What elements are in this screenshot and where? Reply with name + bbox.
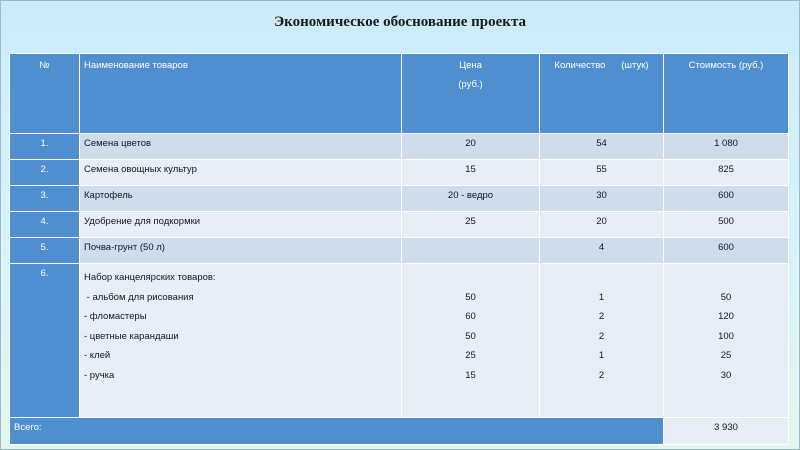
table-row [10, 212, 789, 238]
table-row [10, 134, 789, 160]
sub-item-price: 25 [465, 350, 476, 361]
row-cost: 600 [664, 238, 789, 264]
total-value: 3 930 [714, 422, 738, 433]
header-name: Наименование товаров [80, 54, 402, 134]
table-row [10, 238, 789, 264]
row-qty: 55 [540, 160, 664, 186]
row-qty: 54 [540, 134, 664, 160]
goods-table [9, 53, 789, 445]
row-price [402, 238, 540, 264]
table-row [10, 186, 789, 212]
sub-item-qty: 1 [598, 291, 605, 303]
header-qty: Количество (штук) [540, 54, 664, 134]
table-header-row [10, 54, 789, 134]
sub-item-name: - ручка [84, 369, 115, 381]
row-num: 4. [10, 212, 80, 238]
header-price: Цена (руб.) [402, 54, 540, 134]
row-num: 6. [10, 264, 80, 418]
row-cost: 825 [664, 160, 789, 186]
sub-item-cost: 30 [720, 369, 732, 381]
row-name [80, 264, 402, 418]
row-price: 15 [402, 160, 540, 186]
sub-item-cost: 50 [720, 291, 732, 303]
row-price: 20 - ведро [402, 186, 540, 212]
total-value-cell [664, 418, 789, 445]
row-name: Семена овощных культур [80, 160, 402, 186]
sub-item-qty: 2 [598, 311, 605, 322]
row-qty: 20 [540, 212, 664, 238]
row-name: Картофель [80, 186, 402, 212]
row-num: 2. [10, 160, 80, 186]
sub-item-price: 50 [465, 291, 476, 303]
total-label-cell [10, 418, 664, 445]
sub-item-cost: 25 [720, 350, 732, 361]
row-num: 1. [10, 134, 80, 160]
sub-item-qty: 1 [598, 350, 605, 361]
header-cost: Стоимость (руб.) [664, 54, 789, 134]
total-row [10, 418, 789, 445]
sub-item-name: - цветные карандаши [84, 330, 179, 342]
sub-item-price: 15 [465, 369, 476, 381]
row-num: 3. [10, 186, 80, 212]
row-price: 20 [402, 134, 540, 160]
sub-item-name: - клей [84, 350, 111, 361]
row-qty [540, 264, 664, 418]
row-price [402, 264, 540, 418]
table-row [10, 160, 789, 186]
sub-item-name: - фломастеры [84, 311, 147, 322]
row-name: Семена цветов [80, 134, 402, 160]
set-title: Набор канцелярских товаров: [84, 272, 216, 283]
total-label: Всего: [14, 422, 42, 433]
sub-item-qty: 2 [598, 369, 605, 381]
row-cost: 600 [664, 186, 789, 212]
header-num: № [10, 54, 80, 134]
sub-item-cost: 120 [718, 311, 734, 322]
row-name: Почва-грунт (50 л) [80, 238, 402, 264]
row-qty: 4 [540, 238, 664, 264]
sub-item-price: 60 [465, 311, 476, 322]
row-cost: 1 080 [664, 134, 789, 160]
sub-item-price: 50 [465, 330, 476, 342]
sub-item-qty: 2 [598, 330, 605, 342]
page-title: Экономическое обоснование проекта [273, 14, 526, 30]
row-price: 25 [402, 212, 540, 238]
row-num: 5. [10, 238, 80, 264]
row-cost [664, 264, 789, 418]
sub-item-name: - альбом для рисования [84, 291, 194, 303]
table-row-stationery [10, 264, 789, 418]
row-name: Удобрение для подкормки [80, 212, 402, 238]
row-qty: 30 [540, 186, 664, 212]
row-cost: 500 [664, 212, 789, 238]
sub-item-cost: 100 [718, 330, 734, 342]
